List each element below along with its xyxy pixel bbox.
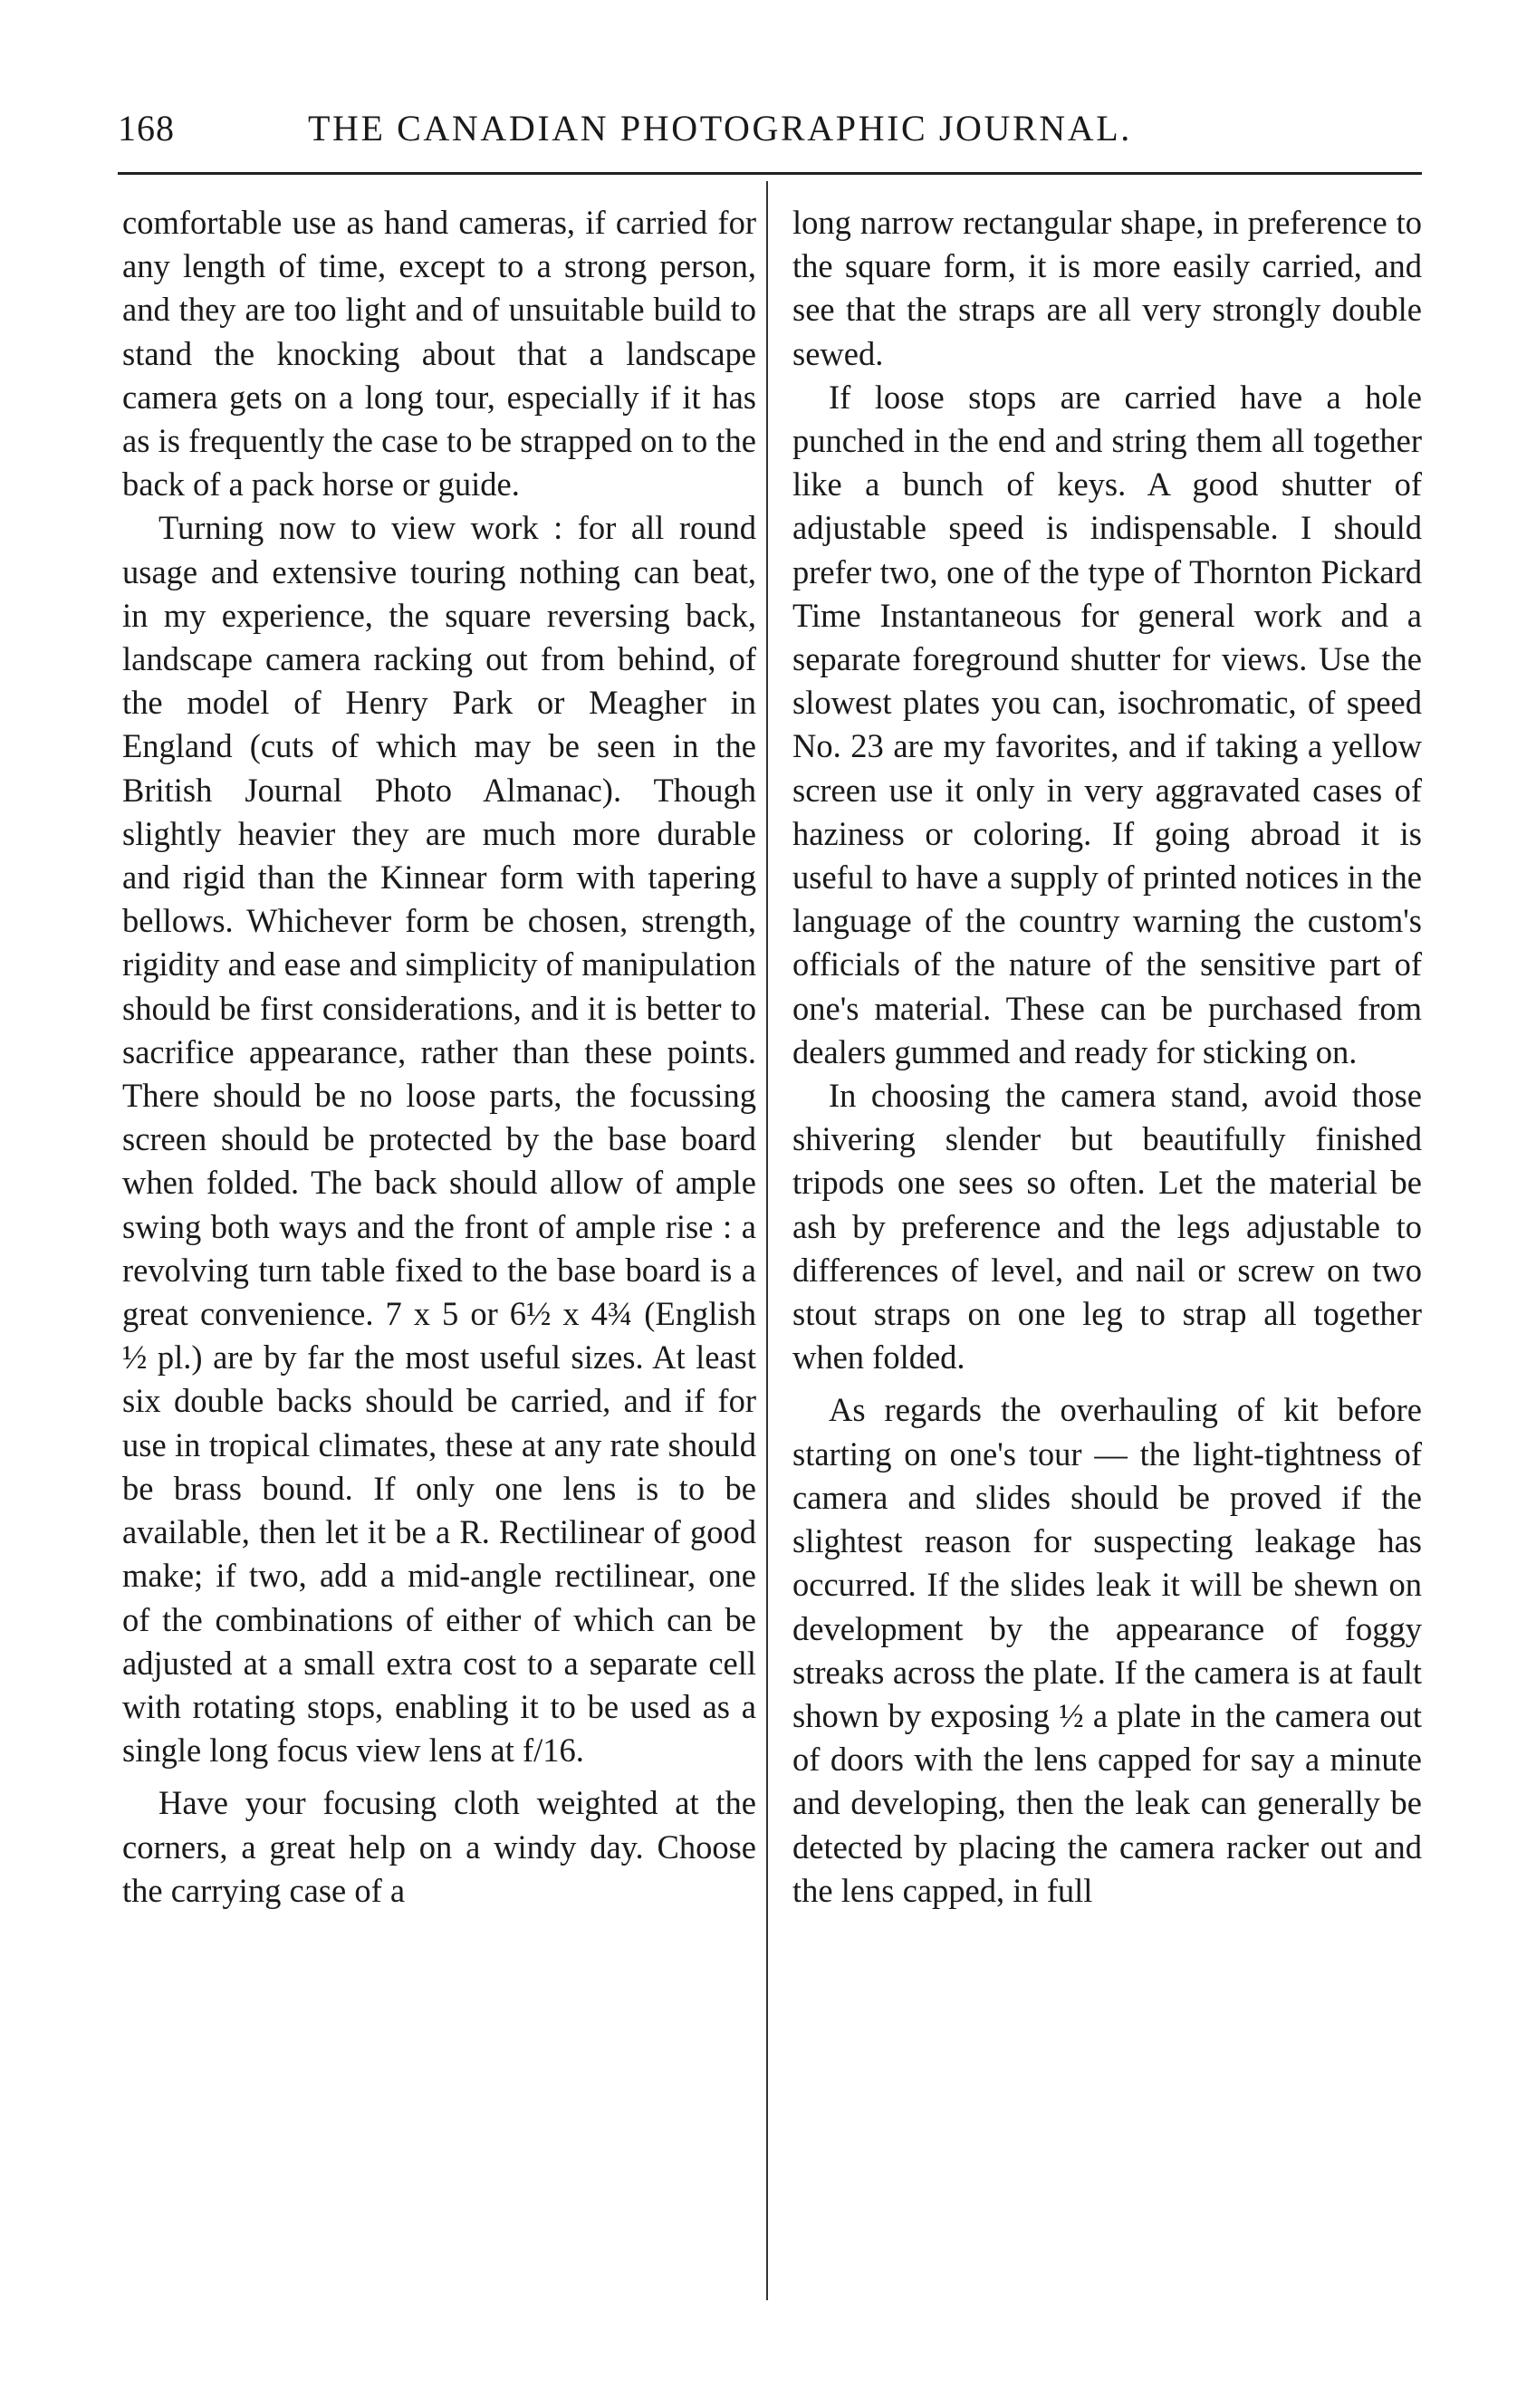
- page-header: [118, 107, 1422, 161]
- column-divider: [766, 181, 768, 2300]
- right-column: [792, 201, 1422, 1913]
- paragraph: long narrow rectangular shape, in preference to the square form, it is more easily carried, and see that the straps are all very strongly double sewed.: [792, 204, 1422, 372]
- running-title: THE CANADIAN PHOTOGRAPHIC JOURNAL.: [308, 108, 1132, 149]
- header-rule: [118, 172, 1422, 175]
- page-number: 168: [118, 108, 175, 149]
- paragraph: If loose stops are carried have a hole punched in the end and string them all together like a bunch of keys. A good shutter of adjustable speed is indispensable. I should prefer two, one of the type of Thornton Pickard Time Instantaneous for general work and a separate foreground shutter for views. Use the slowest plates you can, isochromatic, of speed No. 23 are my favorites, and if taking a yellow screen use it only in very aggravated cases of haziness or coloring. If going abroad it is useful to have a supply of printed notices in the language of the country warning the custom's officials of the nature of the sensitive part of one's material. These can be purchased from dealers gummed and ready for sticking on.: [792, 378, 1422, 1070]
- paragraph: comfortable use as hand cameras, if carried for any length of time, except to a strong person, and they are too light and of unsuitable build to stand the knocking about that a landscape camera gets on a long tour, especially if it has as is frequently the case to be strapped on to the back of a pack horse or guide.: [122, 204, 756, 504]
- paragraph: As regards the overhauling of kit before starting on one's tour — the light-tightness of camera and slides should be proved if the slightest reason for suspecting leakage has occurred. If the slides leak it will be shewn on development by the appearance of foggy streaks across the plate. If the camera is at fault shown by exposing ½ a plate in the camera out of doors with the lens capped for say a minute and developing, then the leak can generally be detected by placing the camera racker out and the lens capped, in full: [792, 1391, 1422, 1909]
- paragraph: Have your focusing cloth weighted at the corners, a great help on a windy day. Choose the carrying case of a: [122, 1784, 756, 1909]
- left-column: [122, 201, 756, 1913]
- paragraph: Turning now to view work : for all round usage and extensive touring nothing can beat, in my experience, the square reversing back, landscape camera racking out from behind, of the model of Henry Park or Meagher in England (cuts of which may be seen in the British Journal Photo Almanac). Though slightly heavier they are much more durable and rigid than the Kinnear form with tapering bellows. Whichever form be chosen, strength, rigidity and ease and simplicity of manipulation should be first considerations, and it is better to sacrifice appearance, rather than these points. There should be no loose parts, the focussing screen should be protected by the base board when folded. The back should allow of ample swing both ways and the front of ample rise : a revolving turn table fixed to the base board is a great convenience. 7 x 5 or 6½ x 4¾ (English ½ pl.) are by far the most useful sizes. At least six double backs should be carried, and if for use in tropical climates, these at any rate should be brass bound. If only one lens is to be available, then let it be a R. Rectilinear of good make; if two, add a mid-angle rectilinear, one of the combinations of either of which can be adjusted at a small extra cost to a separate cell with rotating stops, enabling it to be used as a single long focus view lens at f/16.: [122, 509, 756, 1770]
- paragraph: In choosing the camera stand, avoid those shivering slender but beautifully finished tripods one sees so often. Let the material be ash by preference and the legs adjustable to differences of level, and nail or screw on two stout straps on one leg to strap all together when folded.: [792, 1077, 1422, 1377]
